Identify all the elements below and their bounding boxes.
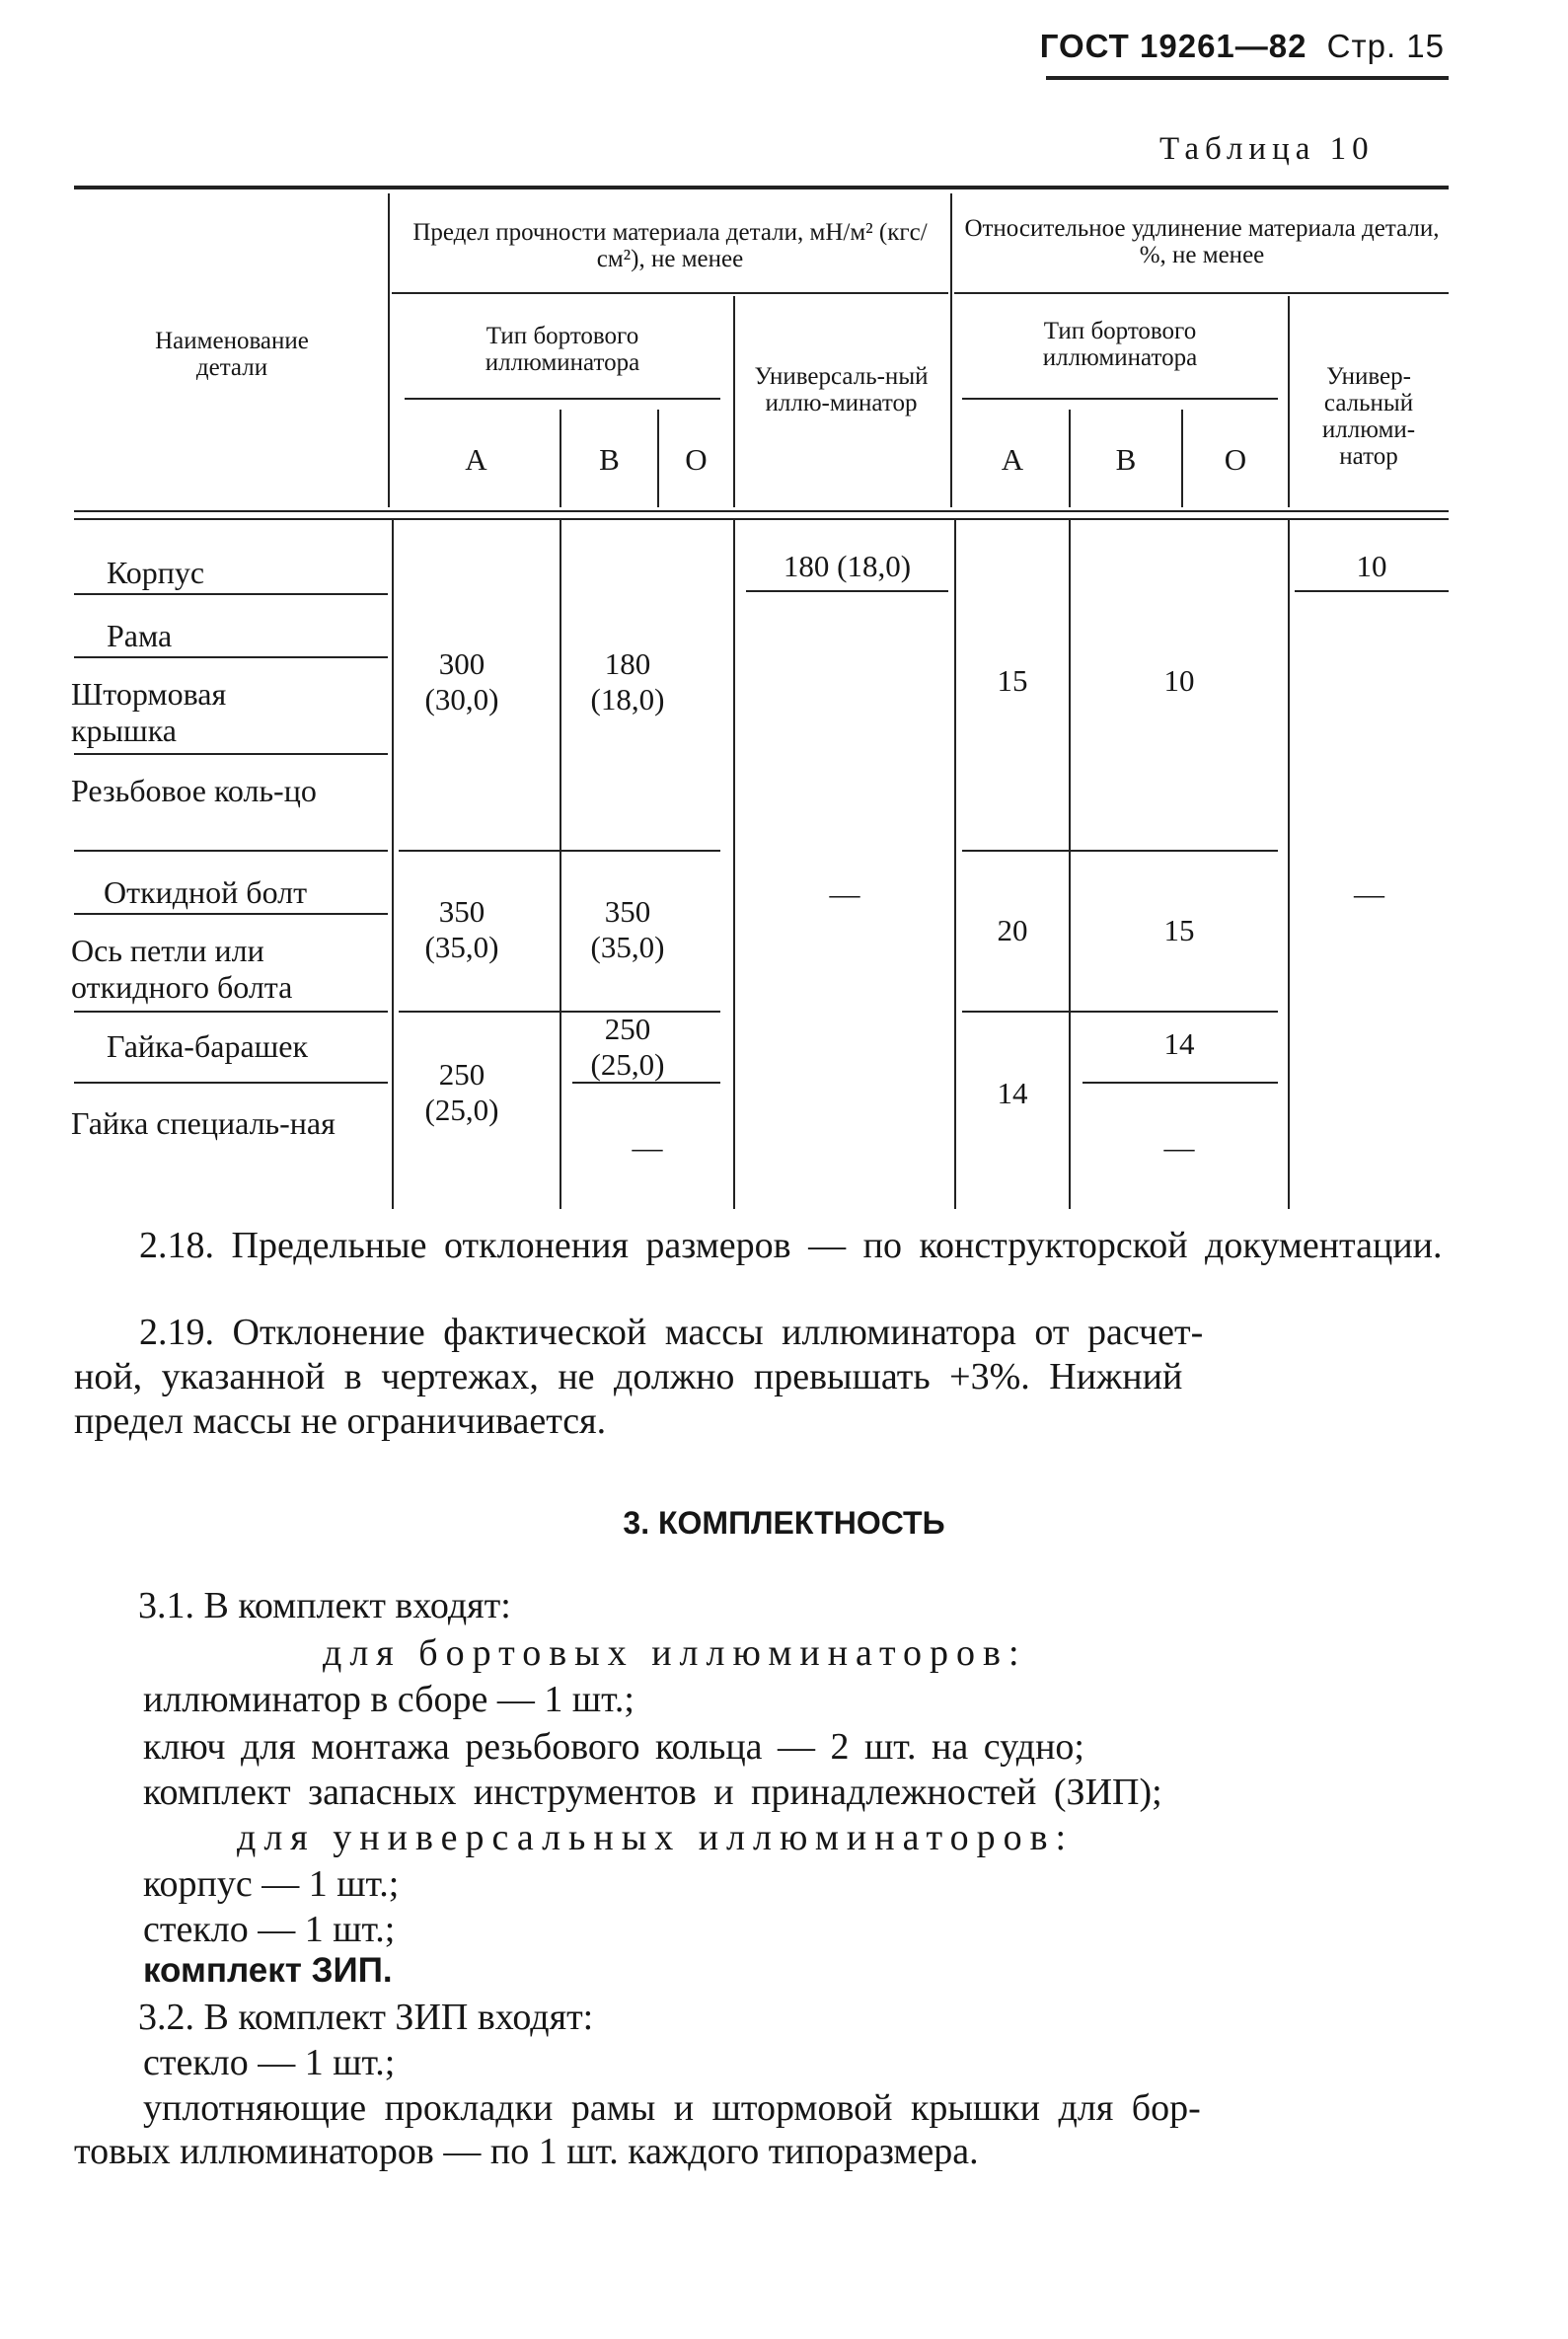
paragraph-2-18: 2.18. Предельные отклонения размеров — по конструкторской документации. <box>139 1225 1443 1266</box>
row-name-frame: Рама <box>107 618 173 653</box>
row-name-wing-nut: Гайка-барашек <box>107 1028 309 1064</box>
subcol-a-elongation: А <box>1001 442 1024 477</box>
row-name-corpus: Корпус <box>107 555 205 590</box>
wing-nut-bo-elongation: 14 <box>1163 1026 1195 1061</box>
list-line-11: стекло — 1 шт.; <box>143 2042 396 2083</box>
list-line-5: комплект запасных инструментов и принадлежностей (ЗИП); <box>143 1772 1162 1813</box>
item-3-2: 3.2. В комплект ЗИП входят: <box>138 1997 594 2038</box>
list-line-13: товых иллюминаторов — по 1 шт. каждого типоразмера. <box>74 2131 979 2172</box>
list-line-12: уплотняющие прокладки рамы и штормовой крышки для бор- <box>143 2087 1201 2129</box>
row-name-hinged-bolt: Откидной болт <box>104 874 308 910</box>
group1-a-strength: 300 (30,0) <box>424 646 499 717</box>
standard-number: ГОСТ 19261—82 <box>1039 28 1307 64</box>
paragraph-2-19-line1: 2.19. Отклонение фактической массы иллюминатора от расчет- <box>139 1312 1204 1353</box>
special-nut-bo-elongation: — <box>1163 1130 1195 1165</box>
list-line-8: стекло — 1 шт.; <box>143 1909 396 1950</box>
list-line-7: корпус — 1 шт.; <box>143 1863 400 1905</box>
column-header-name: Наименование детали <box>155 328 309 381</box>
column-universal-strength: Универсаль-ный иллю-минатор <box>754 363 929 416</box>
group1-bo-elongation: 10 <box>1163 663 1195 698</box>
column-universal-elongation: Универ-сальный иллюми-натор <box>1321 363 1416 470</box>
list-line-3: иллюминатор в сборе — 1 шт.; <box>143 1679 635 1720</box>
group2-a-strength: 350 (35,0) <box>424 894 499 964</box>
column-group-elongation: Относительное удлинение материала детали, %, не менее <box>964 215 1440 268</box>
row-name-hinge-axis: Ось петли или откидного болта <box>71 933 293 1005</box>
group2-bo-strength: 350 (35,0) <box>590 894 665 964</box>
universal-strength-dash: — <box>829 876 860 911</box>
corpus-universal-elongation: 10 <box>1356 549 1387 583</box>
header-rule <box>1046 76 1449 80</box>
wing-nut-bo-strength: 250 (25,0) <box>590 1012 665 1082</box>
subcol-b-strength: В <box>599 442 620 477</box>
subcol-o-elongation: О <box>1224 442 1247 477</box>
column-type-side-strength: Тип бортового иллюминатора <box>485 323 640 376</box>
list-line-9: комплект ЗИП. <box>143 1951 393 1990</box>
page-header <box>1040 28 1445 65</box>
column-type-side-elongation: Тип бортового иллюминатора <box>1042 318 1198 371</box>
subhead-universal: для универсальных иллюминаторов: <box>237 1817 1075 1858</box>
table-caption: Таблица 10 <box>1159 131 1375 167</box>
subcol-b-elongation: В <box>1115 442 1137 477</box>
subcol-a-strength: А <box>465 442 487 477</box>
row-name-threaded-ring: Резьбовое коль-цо <box>71 773 317 808</box>
paragraph-2-19-line2: ной, указанной в чертежах, не должно превышать +3%. Нижний <box>74 1356 1183 1397</box>
universal-elongation-dash: — <box>1354 876 1384 911</box>
group3-a-elongation: 14 <box>997 1076 1028 1110</box>
special-nut-bo-strength: — <box>632 1130 663 1165</box>
page-number: Стр. 15 <box>1326 28 1445 64</box>
item-3-1: 3.1. В комплект входят: <box>138 1585 511 1626</box>
section-title: 3. КОМПЛЕКТНОСТЬ <box>623 1505 945 1541</box>
group3-a-strength: 250 (25,0) <box>424 1057 499 1127</box>
group2-bo-elongation: 15 <box>1163 913 1195 947</box>
group2-a-elongation: 20 <box>997 913 1028 947</box>
group1-bo-strength: 180 (18,0) <box>590 646 665 717</box>
subhead-side: для бортовых иллюминаторов: <box>323 1632 1027 1674</box>
corpus-universal-strength: 180 (18,0) <box>783 549 912 583</box>
column-group-strength: Предел прочности материала детали, мН/м² (кгс/см²), не менее <box>412 219 928 272</box>
row-name-storm-cover: Штормовая крышка <box>71 676 227 748</box>
group1-a-elongation: 15 <box>997 663 1028 698</box>
subcol-o-strength: О <box>685 442 708 477</box>
row-name-special-nut: Гайка специаль-ная <box>71 1105 336 1141</box>
list-line-4: ключ для монтажа резьбового кольца — 2 шт. на судно; <box>143 1726 1084 1768</box>
paragraph-2-19-line3: предел массы не ограничивается. <box>74 1400 607 1442</box>
